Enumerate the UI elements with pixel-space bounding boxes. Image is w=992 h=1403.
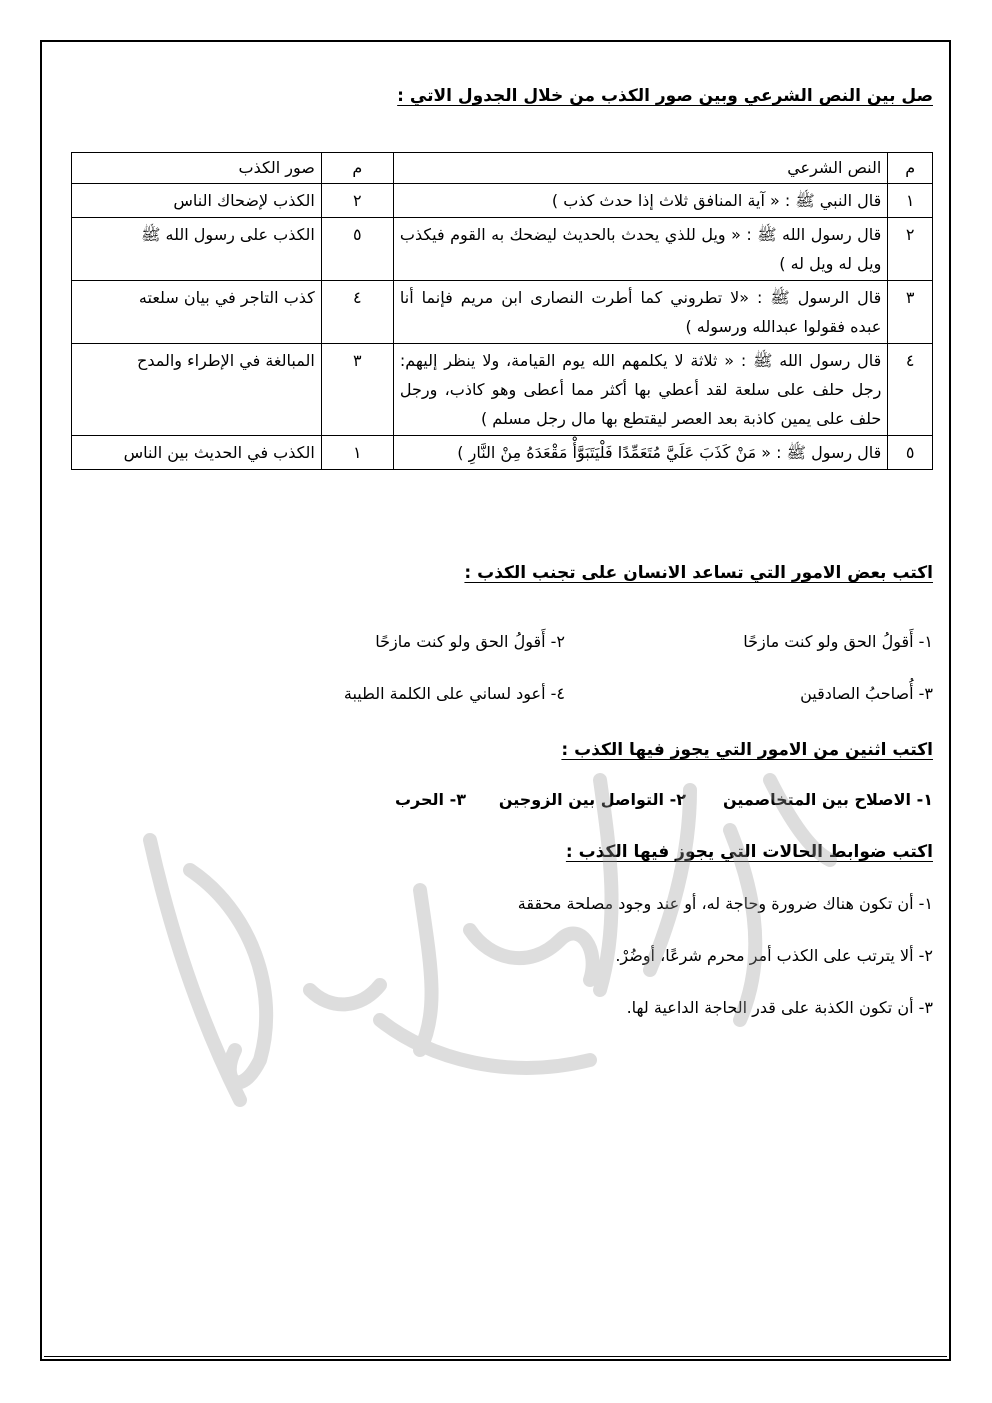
table-row <box>72 184 933 218</box>
table-row <box>72 218 933 281</box>
table-row <box>72 281 933 344</box>
row-num2: ٢ <box>321 184 393 218</box>
table-header-row <box>72 153 933 184</box>
row-num: ٤ <box>888 344 933 436</box>
row-num2: ١ <box>321 436 393 470</box>
row-type: المبالغة في الإطراء والمدح <box>72 344 322 436</box>
condition-item-1: ١- أن تكون هناك ضرورة وحاجة له، أو عند وجود مصلحة محققة <box>517 894 933 913</box>
match-heading: صل بين النص الشرعي وبين صور الكذب من خلال الجدول الاتي : <box>397 86 933 106</box>
conditions-heading: اكتب ضوابط الحالات التي يجوز فيها الكذب : <box>565 842 933 862</box>
matching-table <box>71 152 933 470</box>
permitted-item-2: ٢- التواصل بين الزوجين <box>498 790 686 809</box>
condition-item-2: ٢- ألا يترتب على الكذب أمر محرم شرعًا، أوضُرْ. <box>615 946 933 965</box>
row-type: الكذب لإضحاك الناس <box>72 184 322 218</box>
row-num: ٥ <box>888 436 933 470</box>
row-num: ١ <box>888 184 933 218</box>
permitted-item-1: ١- الاصلاح بين المتخاصمين <box>723 790 933 809</box>
avoid-item-2: ٢- أَقولُ الحق ولو كنت مازحًا <box>375 632 565 651</box>
row-text: قال رسول الله ﷺ : « ويل للذي يحدث بالحديث ليضحك به القوم فيكذب ويل له ويل له ) <box>393 218 887 281</box>
permitted-lying-heading: اكتب اثنين من الامور التي يجوز فيها الكذب : <box>561 740 933 760</box>
avoid-item-3: ٣- أُصاحبُ الصادقين <box>800 684 933 703</box>
header-num: م <box>888 153 933 184</box>
row-num2: ٣ <box>321 344 393 436</box>
row-num: ٢ <box>888 218 933 281</box>
condition-item-3: ٣- أن تكون الكذبة على قدر الحاجة الداعية لها. <box>626 998 933 1017</box>
header-num2: م <box>321 153 393 184</box>
row-num2: ٥ <box>321 218 393 281</box>
header-text: النص الشرعي <box>393 153 887 184</box>
permitted-item-3: ٣- الحرب <box>394 790 466 809</box>
avoid-lying-heading: اكتب بعض الامور التي تساعد الانسان على تجنب الكذب : <box>464 563 933 583</box>
row-type: الكذب في الحديث بين الناس <box>72 436 322 470</box>
table-row <box>72 436 933 470</box>
row-text: قال رسول الله ﷺ : « ثلاثة لا يكلمهم الله يوم القيامة، ولا ينظر إليهم: رجل حلف على سلعة لقد أعطي بها أكثر مما أعطى وهو كاذب، ورجل حلف على يمين كاذبة بعد العصر ليقتطع بها مال رجل مسلم ) <box>393 344 887 436</box>
row-text: قال الرسول ﷺ : «لا تطروني كما أطرت النصارى ابن مريم فإنما أنا عبده فقولوا عبدالله ورسوله ) <box>393 281 887 344</box>
row-text: قال رسول ﷺ : « مَنْ كَذَبَ عَلَيَّ مُتَعَمِّدًا فَلْيَتَبَوَّأْ مَقْعَدَهُ مِنْ النَّارِ ) <box>393 436 887 470</box>
row-text: قال النبي ﷺ : « آية المنافق ثلاث إذا حدث كذب ) <box>393 184 887 218</box>
row-num: ٣ <box>888 281 933 344</box>
signature-watermark <box>130 760 850 1140</box>
row-num2: ٤ <box>321 281 393 344</box>
avoid-item-1: ١- أَقولُ الحق ولو كنت مازحًا <box>743 632 933 651</box>
avoid-item-4: ٤- أعود لساني على الكلمة الطيبة <box>343 684 565 703</box>
header-type: صور الكذب <box>72 153 322 184</box>
table-row <box>72 344 933 436</box>
row-type: الكذب على رسول الله ﷺ <box>72 218 322 281</box>
row-type: كذب التاجر في بيان سلعته <box>72 281 322 344</box>
